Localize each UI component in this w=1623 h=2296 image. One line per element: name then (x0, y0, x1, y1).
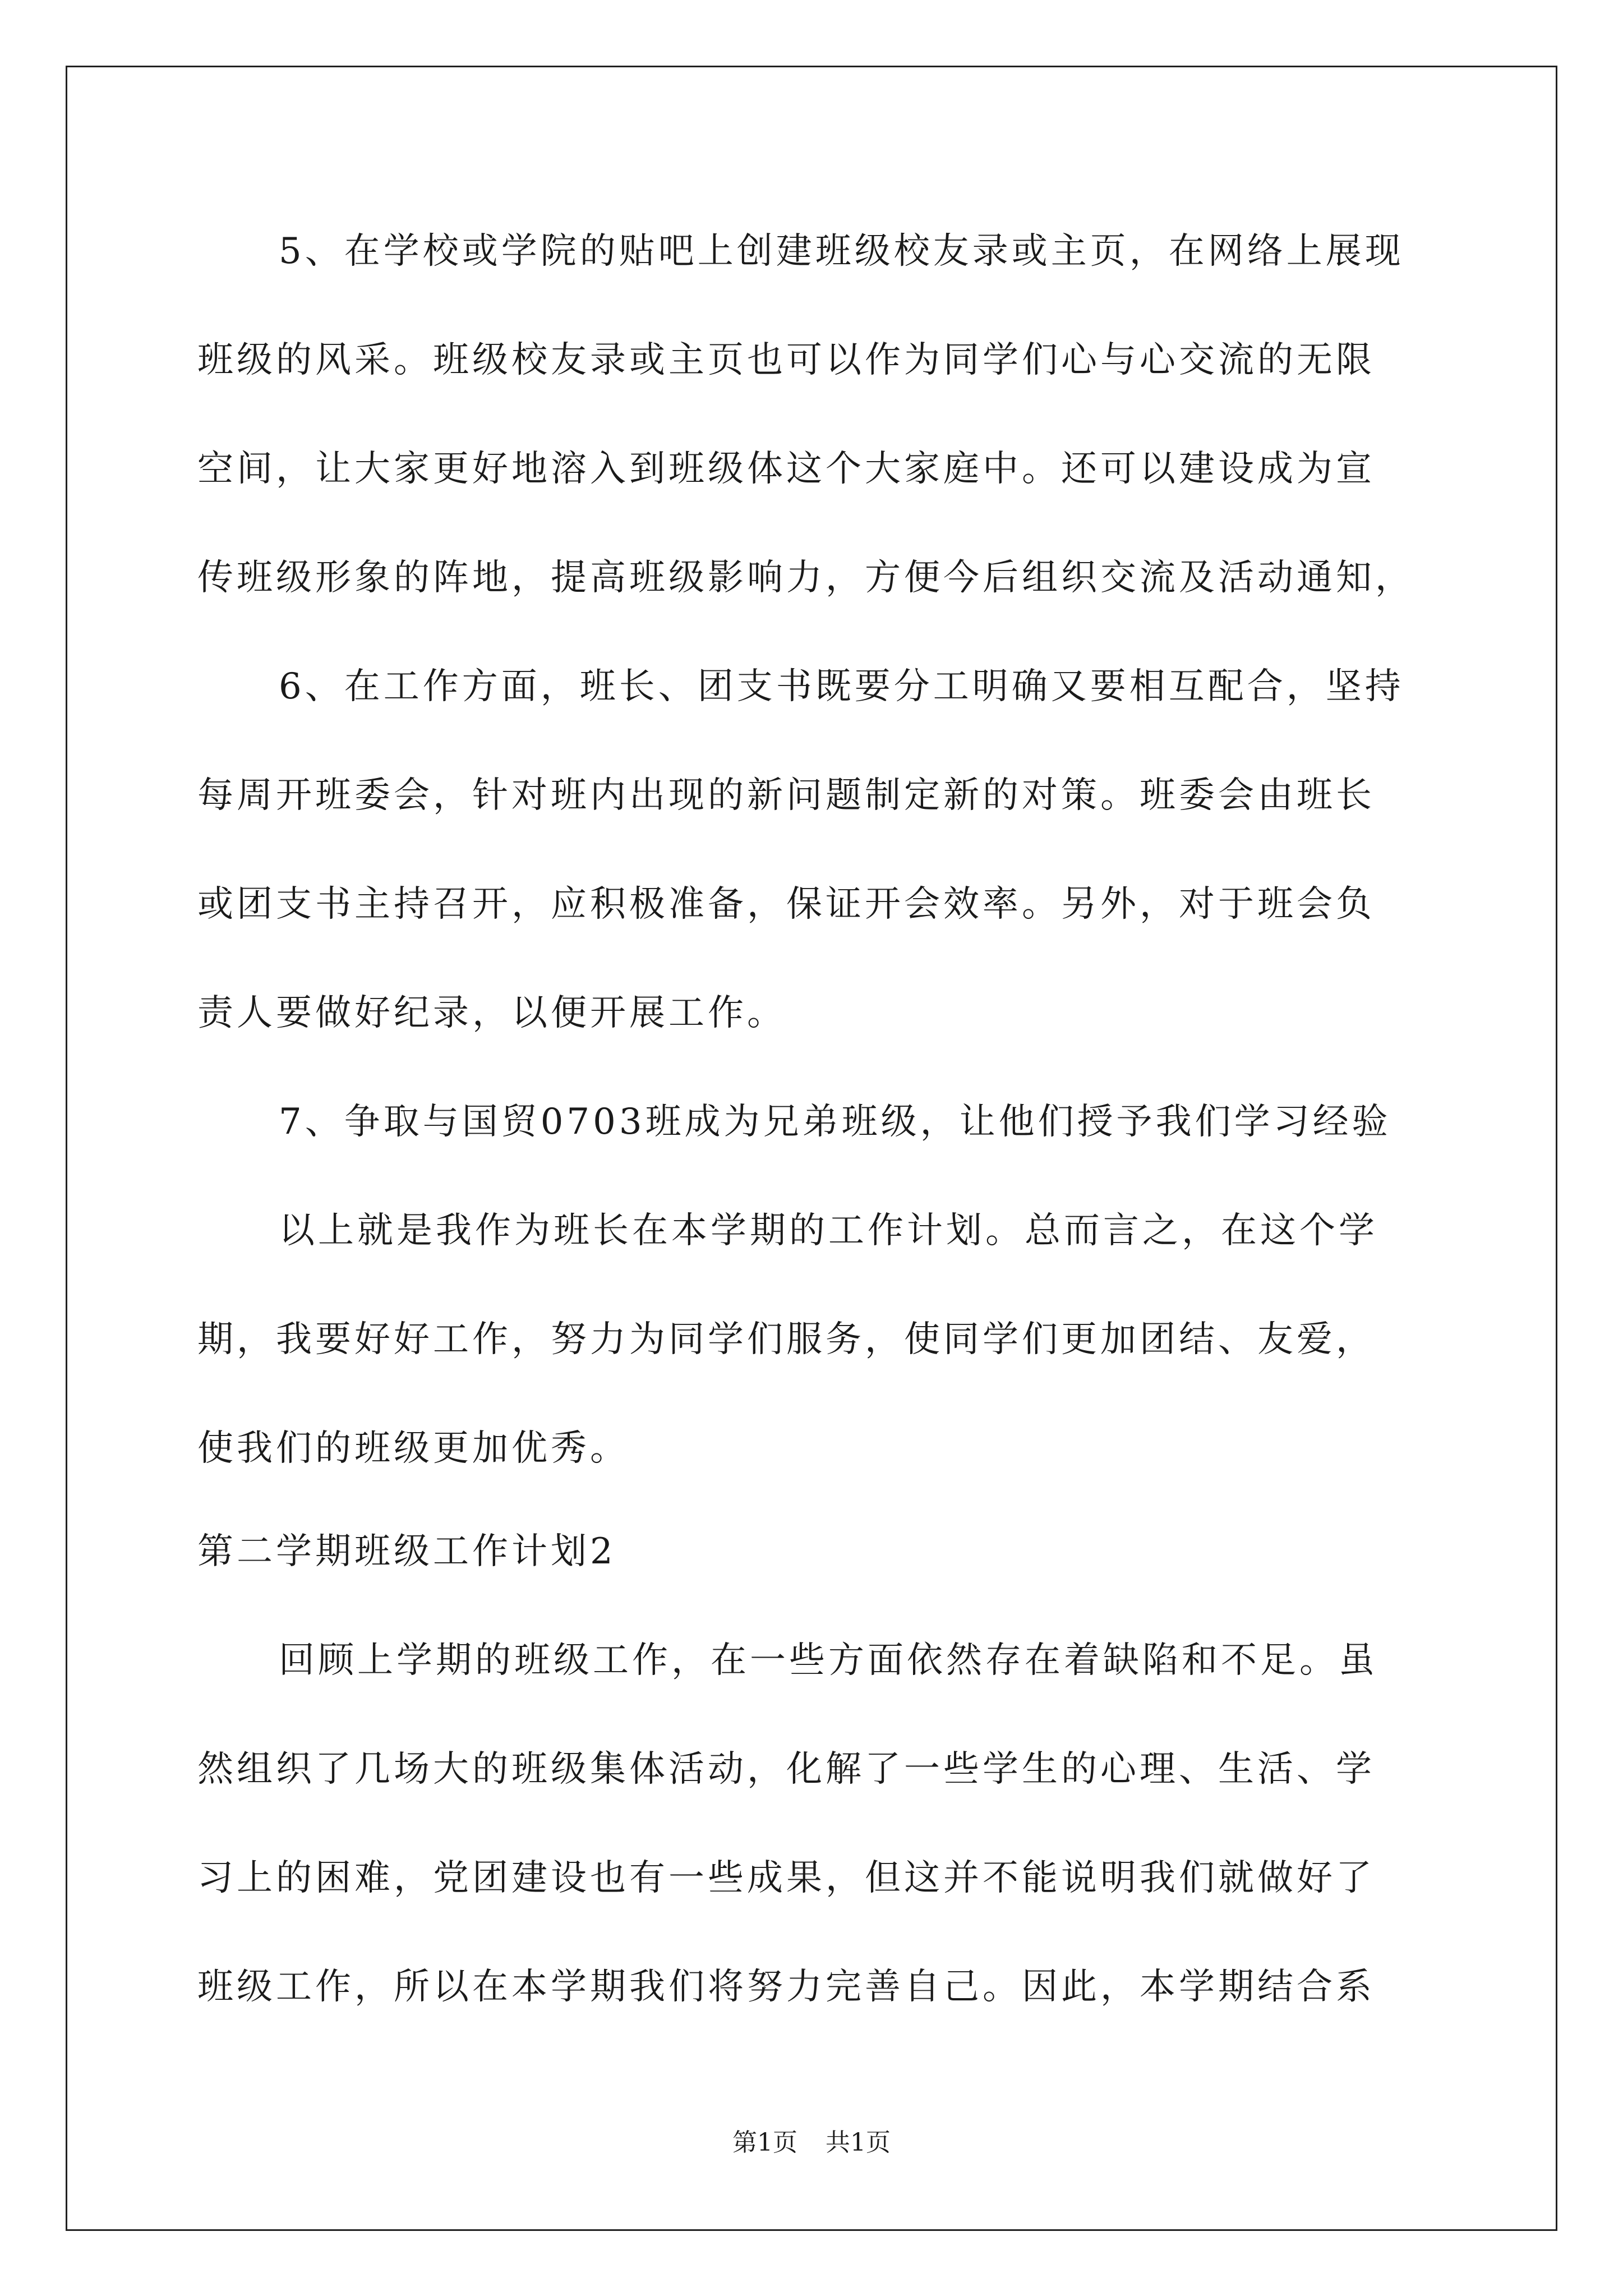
paragraph-line: 然组织了几场大的班级集体活动，化解了一些学生的心理、生活、学 (197, 1749, 1375, 1790)
paragraph-line: 班级工作，所以在本学期我们将努力完善自己。因此，本学期结合系 (197, 1966, 1375, 2008)
paragraph-line: 班级的风采。班级校友录或主页也可以作为同学们心与心交流的无限 (197, 339, 1375, 381)
paragraph-line: 每周开班委会，针对班内出现的新问题制定新的对策。班委会由班长 (197, 775, 1375, 816)
paragraph-line: 传班级形象的阵地，提高班级影响力，方便今后组织交流及活动通知， (197, 557, 1414, 599)
page-footer (0, 2126, 1623, 2160)
paragraph-line: 5、在学校或学院的贴吧上创建班级校友录或主页，在网络上展现 (279, 231, 1404, 272)
section-heading: 第二学期班级工作计划2 (197, 1531, 616, 1572)
paragraph-line: 习上的困难，党团建设也有一些成果，但这并不能说明我们就做好了 (197, 1857, 1375, 1899)
paragraph-line: 期，我要好好工作，努力为同学们服务，使同学们更加团结、友爱， (197, 1319, 1375, 1360)
page-number: 第1页 (732, 2128, 797, 2157)
paragraph-line: 7、争取与国贸0703班成为兄弟班级，让他们授予我们学习经验 (279, 1101, 1391, 1143)
paragraph-line: 责人要做好纪录，以便开展工作。 (197, 992, 786, 1034)
paragraph-line: 使我们的班级更加优秀。 (197, 1428, 629, 1469)
paragraph-line: 以上就是我作为班长在本学期的工作计划。总而言之，在这个学 (279, 1210, 1378, 1251)
page-total: 共1页 (826, 2128, 891, 2157)
paragraph-line: 6、在工作方面，班长、团支书既要分工明确又要相互配合，坚持 (279, 666, 1404, 707)
paragraph-line: 回顾上学期的班级工作，在一些方面依然存在着缺陷和不足。虽 (279, 1640, 1378, 1681)
paragraph-line: 或团支书主持召开，应积极准备，保证开会效率。另外，对于班会负 (197, 884, 1375, 925)
paragraph-line: 空间，让大家更好地溶入到班级体这个大家庭中。还可以建设成为宣 (197, 448, 1375, 490)
